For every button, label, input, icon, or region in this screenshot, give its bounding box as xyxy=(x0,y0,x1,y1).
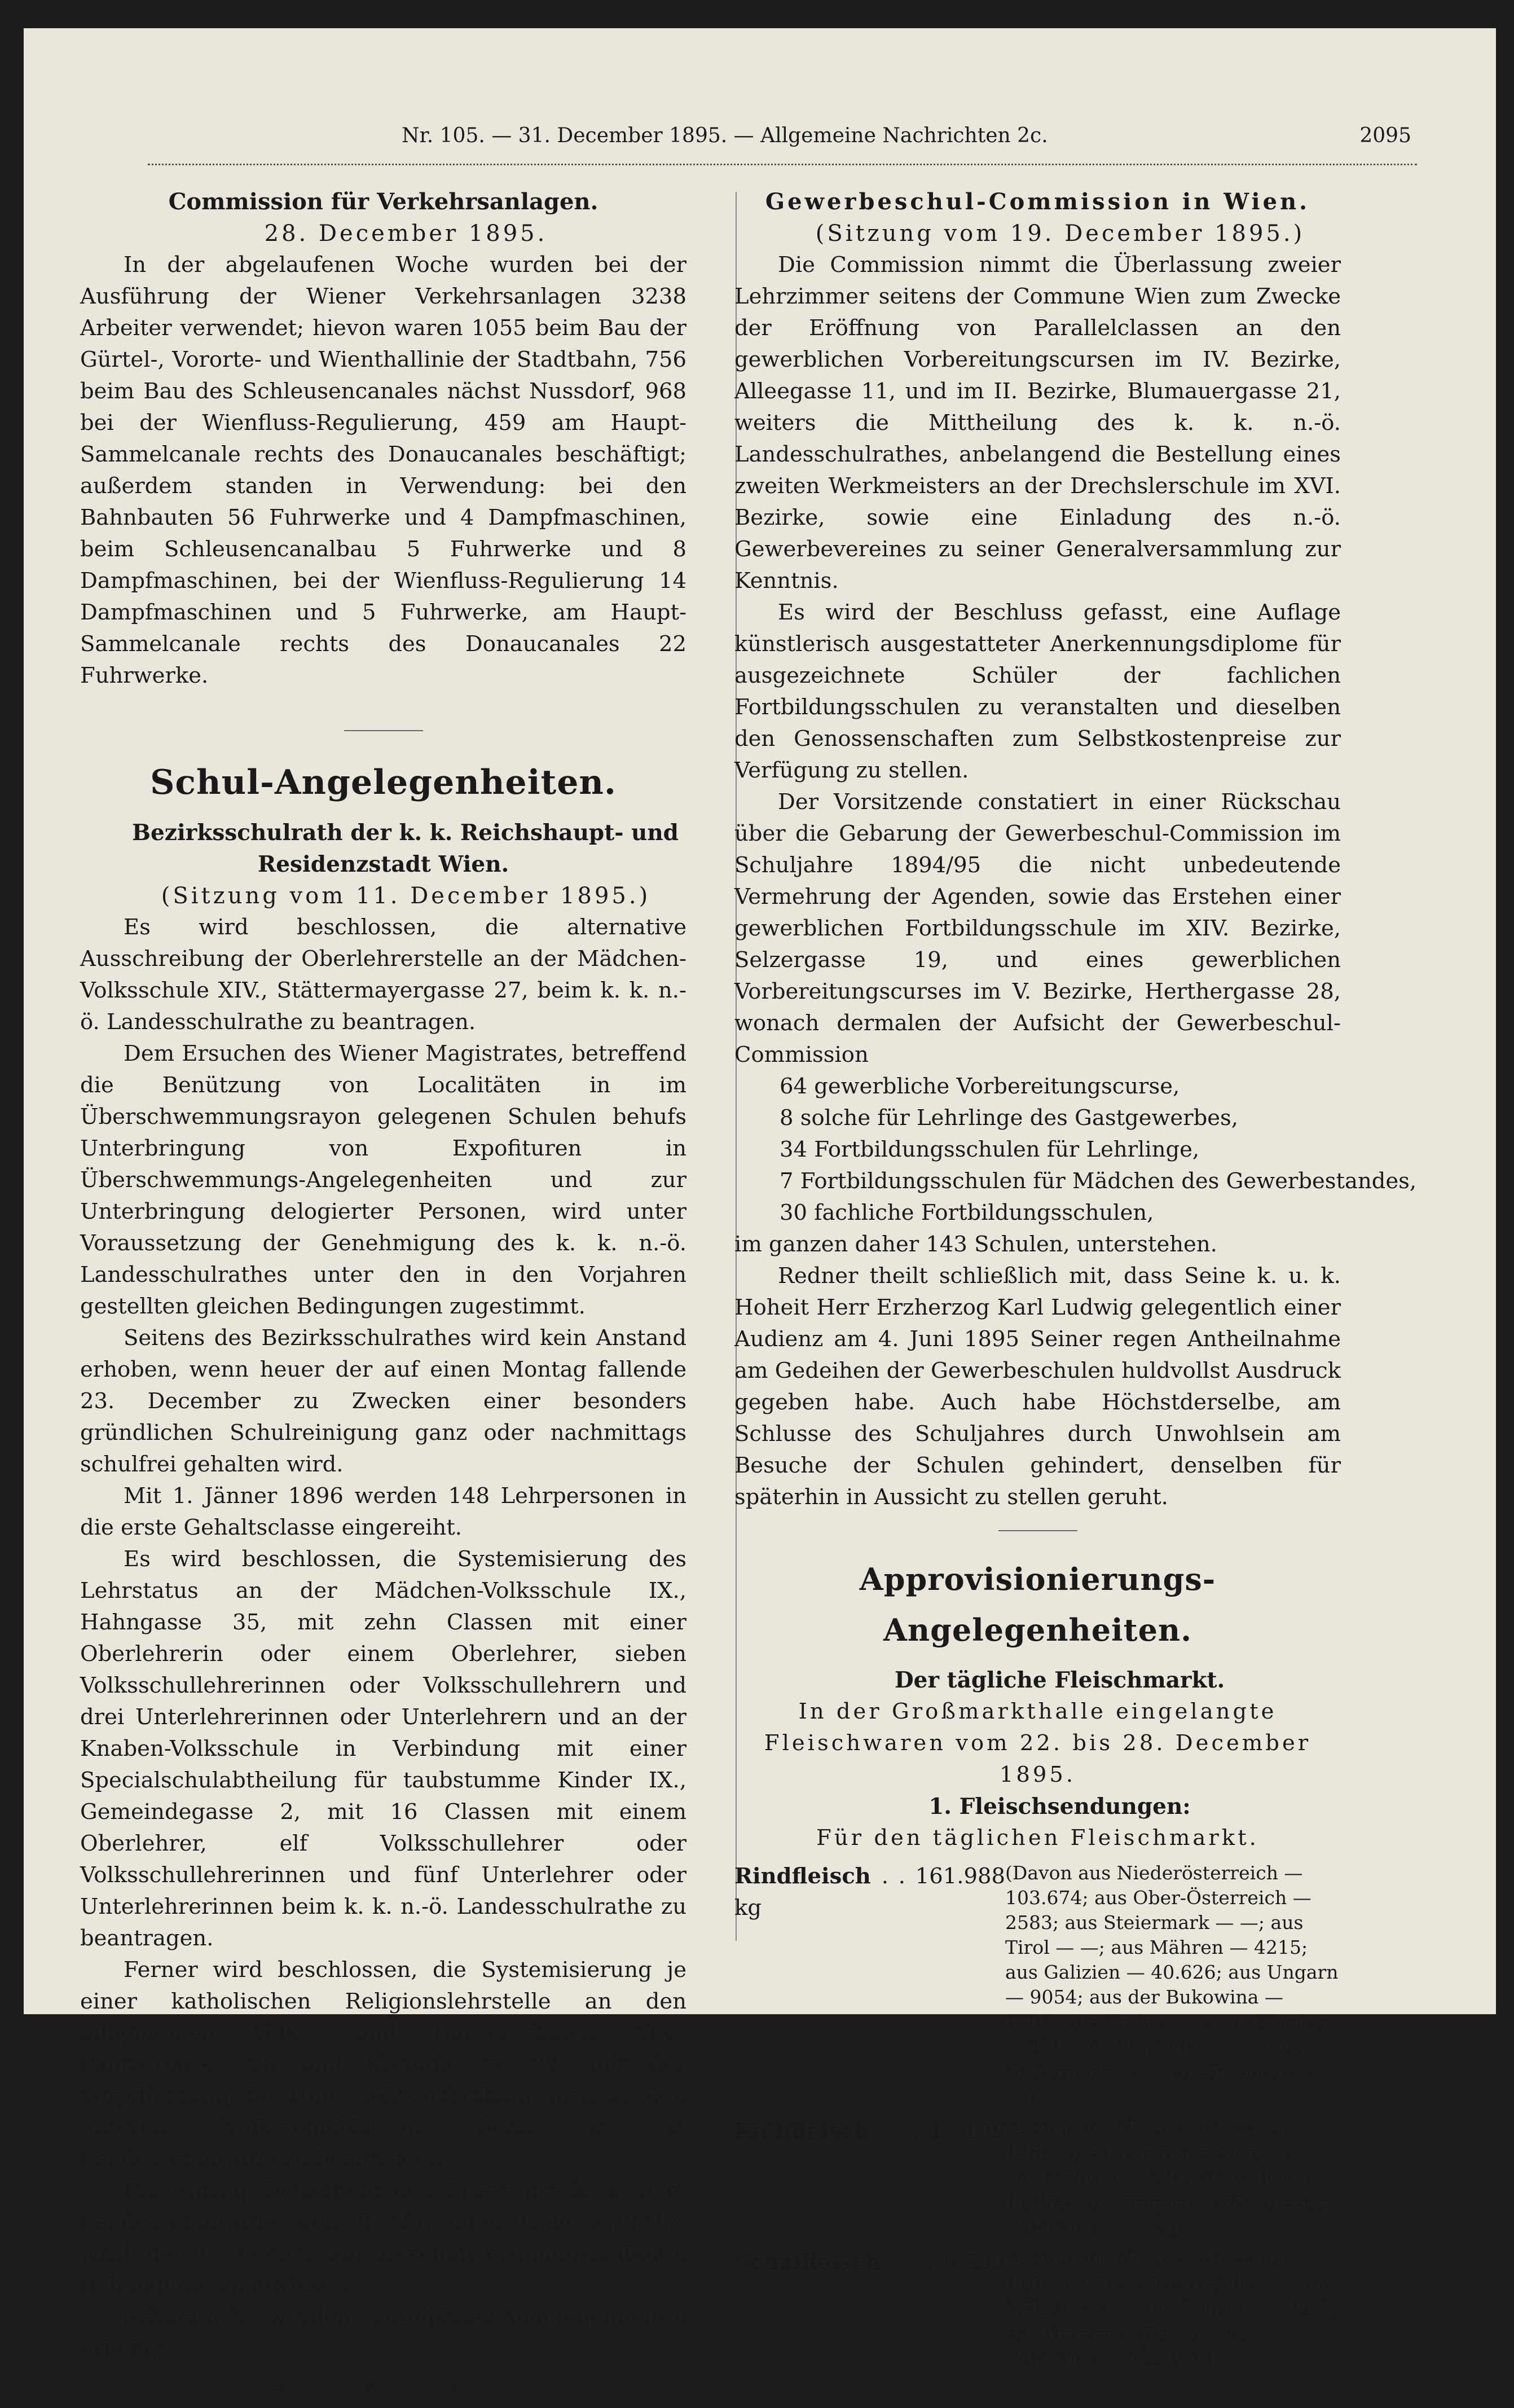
section-heading: 1. Fleischsendungen: xyxy=(928,1794,1191,1820)
school-paragraph: Dem Ersuchen des Wiener Magistrates, betreffend die Benützung von Localitäten in im Überschwemmungsrayon gelegenen Schulen behufs Unterbringung von Expofituren in Überschwemmungs-Angelegenheiten und zur Unterbringung delogierter Personen, wird unter Voraussetzung der Genehmigung des k. k. n.-ö. Landesschulrathes unter den in den Vorjahren gestellten gleichen Bedingungen zugestimmt. xyxy=(80,1041,686,1319)
header-rule xyxy=(148,158,1417,165)
school-paragraph: Ferner wird beschlossen, die Systemisierung je einer katholischen Religionslehrstelle an den allgemeinen Volks- und Bürgerschulen XIX., Pantzergasse 25 und Kreindlgasse 24, mit der Verpflichtung der Unterrichtsertheilung auch an den unteren Volksschulclassen beim k. k. Landesschulrathe zu beantragen. xyxy=(80,1957,686,2172)
meat-desc: (Davon aus Nieder-Österreich — 110; aus Ober-Österreich — —; aus Mähren — —; aus Galizien — 3407; aus Ungarn — 54; aus der Bukowina — 1729 kg) xyxy=(1005,2248,1340,2369)
gewerbe-paragraph: Es wird der Beschluss gefasst, eine Auflage künstlerisch ausgestatteter Anerkennungsdiplome für ausgezeichnete Schüler der fachlichen Fortbildungsschulen zu veranstalten und dieselben den Genossenschaften zum Selbstkostenpreise zur Verfügung zu stellen. xyxy=(734,600,1341,783)
meat-name: Schaffleisch xyxy=(734,2249,881,2275)
closing-paragraph: Redner theilt schließlich mit, dass Seine k. u. k. Hoheit Herr Erzherzog Karl Ludwig gelegentlich einer Audienz am 4. Juni 1895 Seiner regen Antheilnahme am Gedeihen der Gewerbeschulen huldvollst Ausdruck gegeben habe. Auch habe Höchstderselbe, am Schlusse des Schuljahres durch Unwohlsein am Besuche der Schulen gehindert, denselben für späterhin in Aussicht zu stellen geruht. xyxy=(734,1263,1341,1510)
page-number: 2095 xyxy=(1359,124,1411,147)
section-separator xyxy=(344,730,423,731)
list-total: im ganzen daher 143 Schulen, unterstehen. xyxy=(734,1232,1217,1257)
list-item: 64 gewerbliche Vorbereitungscurse, xyxy=(780,1074,1180,1099)
meat-amount: . . . 13.109 „ xyxy=(734,2119,1006,2176)
left-column xyxy=(80,186,686,2408)
meat-entry xyxy=(734,2116,1341,2240)
list-item: 8 solche für Lehrlinge des Gastgewerbes, xyxy=(780,1105,1239,1131)
market-title: Der tägliche Fleischmarkt. xyxy=(894,1667,1225,1693)
list-item: 30 fachliche Fortbildungsschulen, xyxy=(780,1200,1154,1225)
school-paragraph: Es wird beschlossen, die Systemisierung des Lehrstatus an der Mädchen-Volksschule IX., Hahngasse 35, mit zehn Classen mit einer Oberlehrerin oder einem Oberlehrer, sieben Volksschullehrerinnen oder Volksschullehrern und drei Unterlehrerinnen oder Unterlehrern und an der Knaben-Volksschule in Verbindung mit einer Specialschulabtheilung für taubstumme Kinder IX., Gemeindegasse 2, mit 16 Classen mit einem Oberlehrer, elf Volksschullehrer oder Volksschullehrerinnen und fünf Unterlehrer oder Unterlehrerinnen beim k. k. n.-ö. Landesschulrathe zu beantragen. xyxy=(80,1546,686,1951)
gewerbe-paragraph: Die Commission nimmt die Überlassung zweier Lehrzimmer seitens der Commune Wien zum Zwecke der Eröffnung von Parallelclassen an den gewerblichen Vorbereitungscursen im IV. Bezirke, Alleegasse 11, und im II. Bezirke, Blumauergasse 21, weiters die Mittheilung des k. k. n.-ö. Landesschulrathes, anbelangend die Bestellung eines zweiten Werkmeisters an der Drechslerschule im XVI. Bezirke, sowie eine Einladung des n.-ö. Gewerbevereines zu seiner Generalversammlung zur Kenntnis. xyxy=(734,252,1341,594)
gewerbe-session: (Sitzung vom 19. December 1895.) xyxy=(815,221,1305,247)
stars-divider: * * * xyxy=(275,2379,491,2405)
gewerbe-title: Gewerbeschul-Commission in Wien. xyxy=(765,188,1310,215)
school-list xyxy=(780,1071,1417,1229)
newspaper-page xyxy=(24,28,1496,2405)
school-session: (Sitzung vom 11. December 1895.) xyxy=(161,883,651,909)
right-column xyxy=(734,186,1417,2371)
meat-entry xyxy=(734,1861,1341,2109)
school-title: Schul-Angelegenheiten. xyxy=(150,763,617,802)
meat-entry xyxy=(734,2247,1341,2371)
market-intro: In der Großmarkthalle eingelangte Fleischwaren vom 22. bis 28. December 1895. xyxy=(764,1699,1311,1787)
school-paragraph: Schließlich werden Disciplinar-Angelegenheiten erledigt. xyxy=(80,2305,686,2362)
list-item: 7 Fortbildungsschulen für Mädchen des Gewerbestandes, xyxy=(780,1168,1417,1194)
meat-desc: (Davon aus Niederösterreich — 103.674; aus Ober-Österreich — 2583; aus Steiermark — —; aus Tirol — —; aus Mähren — 4215; aus Galizien — 40.626; aus Ungarn — 9054; aus der Bukowina — 1706; aus Krain — —; aus Kärnten — 130; aus Slavonien — —; aus Steiermark — —; aus Bosnien — — kg) xyxy=(1005,1862,1339,2107)
header-title: Nr. 105. — 31. December 1895. — Allgemeine Nachrichten 2c. xyxy=(402,124,1048,147)
school-paragraph: Es wird beschlossen, die alternative Ausschreibung der Oberlehrerstelle an der Mädchen-Volksschule XIV., Stättermayergasse 27, beim k. k. n.-ö. Landesschulrathe zu beantragen. xyxy=(80,915,686,1035)
school-subtitle: Bezirksschulrath der k. k. Reichshaupt- und Residenzstadt Wien. xyxy=(132,820,679,877)
meat-name: Rindfleisch xyxy=(734,1864,871,1889)
section-separator xyxy=(998,1530,1077,1531)
school-paragraph: Ein Antrag, betreffend den Erlass des k. k. n.-ö. Landesschulrathes vom 8. November 1895, Z. 8317, wird der I. Section zur geschäftsordnungsmäßigen Behandlung zugewiesen. xyxy=(80,2178,686,2299)
gewerbe-paragraph: Der Vorsitzende constatiert in einer Rückschau über die Gebarung der Gewerbeschul-Commission im Schuljahre 1894/95 die nicht unbedeutende Vermehrung der Agenden, sowie das Erstehen einer gewerblichen Fortbildungsschule im XIV. Bezirke, Selzergasse 19, und eines gewerblichen Vorbereitungscurses im V. Bezirke, Herthergasse 28, wonach dermalen der Aufsicht der Gewerbeschul-Commission xyxy=(734,789,1341,1067)
approv-title: Approvisionierungs-Angelegenheiten. xyxy=(859,1561,1216,1648)
meat-amount: . . . 5.300 „ xyxy=(734,2249,1005,2306)
commission-title: Commission für Verkehrsanlagen. xyxy=(168,188,598,215)
meat-amount: . . 161.988 kg xyxy=(734,1864,1005,1921)
meat-name: Kalbfleisch xyxy=(734,2119,870,2144)
page-header xyxy=(24,102,1496,147)
school-paragraph: Mit 1. Jänner 1896 werden 148 Lehrpersonen in die erste Gehaltsclasse eingereiht. xyxy=(80,1483,686,1540)
commission-text: In der abgelaufenen Woche wurden bei der Ausführung der Wiener Verkehrsanlagen 3238 Arbeiter verwendet; hievon waren 1055 beim Bau der Gürtel-, Vororte- und Wienthallinie der Stadtbahn, 756 beim Bau des Schleusencanales nächst Nussdorf, 968 bei der Wienfluss-Regulierung, 459 am Haupt-Sammelcanale rechts des Donaucanales beschäftigt; außerdem standen in Verwendung: bei den Bahnbauten 56 Fuhrwerke und 4 Dampfmaschinen, beim Schleusencanalbau 5 Fuhrwerke und 8 Dampfmaschinen, bei der Wienfluss-Regulierung 14 Dampfmaschinen und 5 Fuhrwerke, am Haupt-Sammelcanale rechts des Donaucanales 22 Fuhrwerke. xyxy=(80,252,686,688)
meat-desc: (Davon aus Nieder-Österreich — 1466; aus Ober-Österreich — —; aus Mähren — 126; aus Galizien — 11.484; aus Ungarn — 33; aus der Bukowina — — kg) xyxy=(1005,2117,1336,2238)
school-paragraph: Seitens des Bezirksschulrathes wird kein Anstand erhoben, wenn heuer der auf einen Montag fallende 23. December zu Zwecken einer besonders gründlichen Schulreinigung ganz oder nachmittags schulfrei gehalten wird. xyxy=(80,1325,686,1477)
list-item: 34 Fortbildungsschulen für Lehrlinge, xyxy=(780,1137,1200,1162)
section-subheading: Für den täglichen Fleischmarkt. xyxy=(816,1825,1259,1851)
commission-date: 28. December 1895. xyxy=(264,221,548,247)
